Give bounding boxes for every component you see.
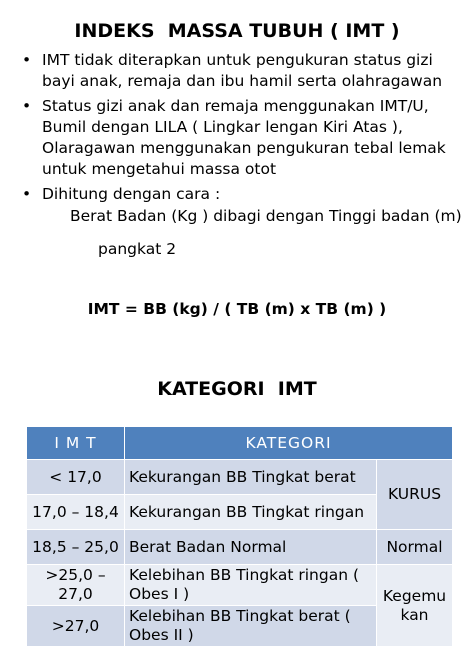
group-normal: Normal [377,530,453,565]
imt-category-table [26,426,453,647]
bullet-list [22,50,470,264]
table-header-row [27,427,453,460]
table-row [27,565,453,606]
section-title: KATEGORI IMT [157,378,317,400]
power-line: pangkat 2 [98,240,177,258]
header-kategori: KATEGORI [125,427,453,460]
method-line: Berat Badan (Kg ) dibagi dengan Tinggi badan (m) [70,207,462,225]
bullet-marker: • [22,51,32,69]
bullet-text: Dihitung dengan cara : [42,185,221,203]
page-title: INDEKS MASSA TUBUH ( IMT ) [74,20,400,42]
imt-range: >25,0 – 27,0 [27,565,125,606]
imt-formula: IMT = BB (kg) / ( TB (m) x TB (m) ) [87,300,387,318]
table-row [27,460,453,495]
bullet-text: Status gizi anak dan remaja menggunakan IMT/U, Bumil dengan LILA ( Lingkar lengan Kiri Atas ), Olaragawan menggunakan pengukuran tebal lemak untuk mengetahui massa otot [42,97,446,178]
group-kegemukan: Kegemukan [377,565,453,647]
category-label: Kekurangan BB Tingkat berat [125,460,377,495]
imt-range: 18,5 – 25,0 [27,530,125,565]
bullet-marker: • [22,185,32,203]
bullet-item [22,96,470,180]
category-label: Kelebihan BB Tingkat ringan ( Obes I ) [125,565,377,606]
bullet-item [22,50,470,92]
bullet-marker: • [22,97,32,115]
group-kurus: KURUS [377,460,453,530]
category-label: Kekurangan BB Tingkat ringan [125,495,377,530]
imt-range: 17,0 – 18,4 [27,495,125,530]
bullet-text: IMT tidak diterapkan untuk pengukuran status gizi bayi anak, remaja dan ibu hamil serta olahragawan [42,51,443,90]
bullet-item [22,184,470,260]
imt-range: >27,0 [27,606,125,647]
header-imt: I M T [27,427,125,460]
category-label: Kelebihan BB Tingkat berat ( Obes II ) [125,606,377,647]
imt-range: < 17,0 [27,460,125,495]
table-row [27,530,453,565]
category-label: Berat Badan Normal [125,530,377,565]
